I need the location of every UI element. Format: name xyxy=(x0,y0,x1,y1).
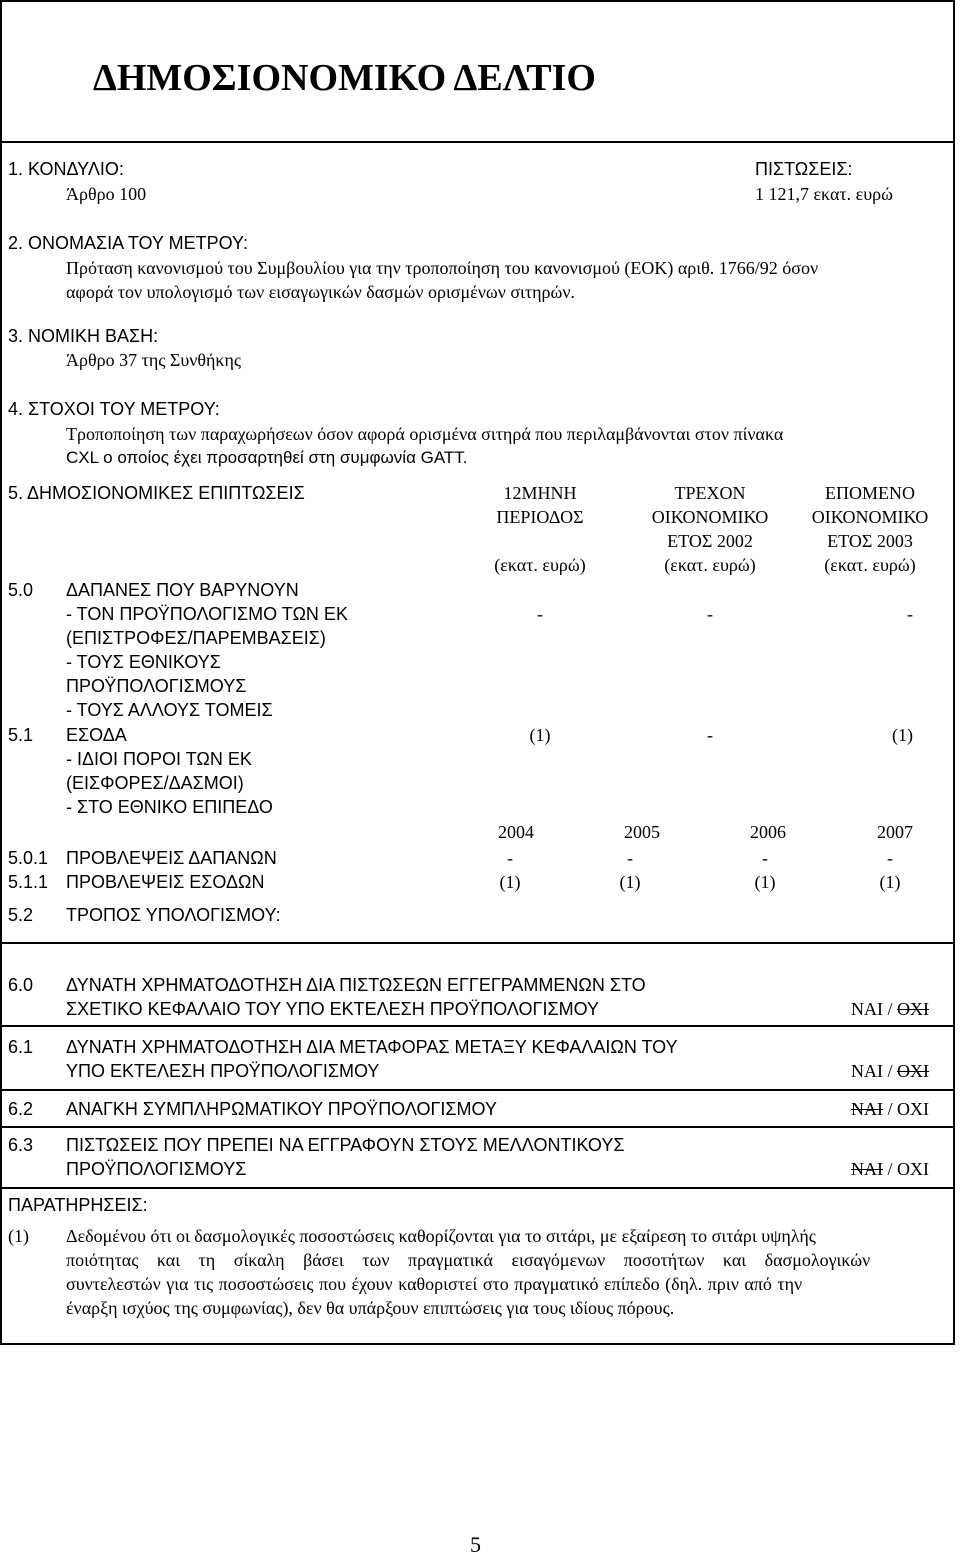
year-2007: 2007 xyxy=(877,822,913,842)
answer-separator: / xyxy=(883,1159,898,1179)
row-5-1-1-value-2007: (1) xyxy=(879,872,901,892)
answer-yes-struck: ΝΑΙ xyxy=(851,1159,883,1179)
note-1-line2: ποιότητας και τη σίκαλη βάσει των πραγματικά εισαγόμενων ποσοτήτων και δασμολογικών xyxy=(66,1250,871,1270)
measure-name-label: 2. ΟΝΟΜΑΣΙΑ ΤΟΥ ΜΕΤΡΟΥ: xyxy=(8,233,249,253)
notes-label: ΠΑΡΑΤΗΡΗΣΕΙΣ: xyxy=(8,1195,148,1215)
separator-6-3 xyxy=(0,1126,955,1128)
objectives-line2: CXL ο οποίος έχει προσαρτηθεί στη συμφωνία GATT. xyxy=(66,448,468,467)
row-5-0-1-number: 5.0.1 xyxy=(8,848,49,868)
answer-no: ΟΧΙ xyxy=(897,1159,930,1179)
measure-name-line1: Πρόταση κανονισμού του Συμβουλίου για την τροποποίηση του κανονισμού (ΕΟΚ) αριθ. 1766/92 όσον xyxy=(66,258,819,278)
legal-basis-text: Άρθρο 37 της Συνθήκης xyxy=(66,350,242,370)
answer-no-struck: ΟΧΙ xyxy=(897,999,930,1019)
row-6-1-number: 6.1 xyxy=(8,1037,34,1057)
row-5-0-1-value-2005: - xyxy=(627,848,633,868)
row-5-1-1-number: 5.1.1 xyxy=(8,872,49,892)
separator-notes xyxy=(0,1187,955,1189)
row-5-1-number: 5.1 xyxy=(8,725,34,745)
separator-6-1 xyxy=(0,1025,955,1027)
row-6-0-line2: ΣΧΕΤΙΚΟ ΚΕΦΑΛΑΙΟ ΤΟΥ ΥΠΟ ΕΚΤΕΛΕΣΗ ΠΡΟΫΠΟΛΟΓΙΣΜΟΥ xyxy=(66,999,599,1019)
page-title: ΔΗΜΟΣΙΟΝΟΜΙΚΟ ΔΕΛΤΙΟ xyxy=(93,57,596,99)
row-6-0-line1: ΔΥΝΑΤΗ ΧΡΗΜΑΤΟΔΟΤΗΣΗ ΔΙΑ ΠΙΣΤΩΣΕΩΝ ΕΓΓΕΓΡΑΜΜΕΝΩΝ ΣΤΟ xyxy=(66,975,646,995)
financial-impact-label: 5. ΔΗΜΟΣΙΟΝΟΜΙΚΕΣ ΕΠΙΠΤΩΣΕΙΣ xyxy=(8,483,305,503)
row-5-0-1-label: ΠΡΟΒΛΕΨΕΙΣ ΔΑΠΑΝΩΝ xyxy=(66,848,277,868)
objectives-line1: Τροποποίηση των παραχωρήσεων όσον αφορά ορισμένα σιτηρά που περιλαμβάνονται στον πίνακα xyxy=(66,424,784,444)
answer-yes: ΝΑΙ xyxy=(851,999,883,1019)
answer-separator: / xyxy=(883,1099,898,1119)
page-number: 5 xyxy=(470,1532,481,1557)
note-1-number: (1) xyxy=(8,1226,29,1246)
year-2005: 2005 xyxy=(624,822,660,842)
row-6-0-answer xyxy=(851,997,929,1021)
row-6-3-line1: ΠΙΣΤΩΣΕΙΣ ΠΟΥ ΠΡΕΠΕΙ ΝΑ ΕΓΓΡΑΦΟΥΝ ΣΤΟΥΣ ΜΕΛΛΟΝΤΙΚΟΥΣ xyxy=(66,1135,625,1155)
separator-6-2 xyxy=(0,1089,955,1091)
answer-no-struck: ΟΧΙ xyxy=(897,1061,930,1081)
credits-value: 1 121,7 εκατ. ευρώ xyxy=(755,184,893,204)
separator-section6 xyxy=(0,942,955,944)
budget-line-label: 1. ΚΟΝΔΥΛΙΟ: xyxy=(8,159,124,179)
row-5-0-1-value-2006: - xyxy=(762,848,768,868)
note-1-line1: Δεδομένου ότι οι δασμολογικές ποσοστώσεις καθορίζονται για το σιτάρι, με εξαίρεση το σιτάρι υψηλής xyxy=(66,1226,816,1246)
row-5-0-1-value-2004: - xyxy=(507,848,513,868)
row-5-2-label: ΤΡΟΠΟΣ ΥΠΟΛΟΓΙΣΜΟΥ: xyxy=(66,905,281,925)
row-5-1-value-next: (1) xyxy=(892,725,913,745)
row-6-0-number: 6.0 xyxy=(8,975,34,995)
row-5-1-1-label: ΠΡΟΒΛΕΨΕΙΣ ΕΣΟΔΩΝ xyxy=(66,872,265,892)
answer-yes: ΝΑΙ xyxy=(851,1061,883,1081)
row-5-1-1-value-2005: (1) xyxy=(619,872,641,892)
answer-no: ΟΧΙ xyxy=(897,1099,930,1119)
separator-title xyxy=(0,141,955,143)
row-6-2-line1: ΑΝΑΓΚΗ ΣΥΜΠΛΗΡΩΜΑΤΙΚΟΥ ΠΡΟΫΠΟΛΟΓΙΣΜΟΥ xyxy=(66,1099,497,1119)
row-6-2-number: 6.2 xyxy=(8,1099,34,1119)
row-6-1-line1: ΔΥΝΑΤΗ ΧΡΗΜΑΤΟΔΟΤΗΣΗ ΔΙΑ ΜΕΤΑΦΟΡΑΣ ΜΕΤΑΞΥ ΚΕΦΑΛΑΙΩΝ ΤΟΥ xyxy=(66,1037,678,1057)
answer-separator: / xyxy=(883,1061,898,1081)
objectives-label: 4. ΣΤΟΧΟΙ ΤΟΥ ΜΕΤΡΟΥ: xyxy=(8,399,220,419)
row-6-3-line2: ΠΡΟΫΠΟΛΟΓΙΣΜΟΥΣ xyxy=(66,1159,247,1179)
year-2004: 2004 xyxy=(498,822,534,842)
row-5-0-value-12month: - xyxy=(537,604,543,624)
row-6-3-number: 6.3 xyxy=(8,1135,34,1155)
row-5-1-value-current: - xyxy=(707,725,713,745)
answer-separator: / xyxy=(883,999,898,1019)
row-6-3-answer xyxy=(851,1157,929,1181)
row-5-1-value-12month: (1) xyxy=(529,725,551,745)
answer-yes-struck: ΝΑΙ xyxy=(851,1099,883,1119)
row-5-0-value-next: - xyxy=(907,604,913,624)
row-5-0-value-current: - xyxy=(707,604,713,624)
row-6-1-line2: ΥΠΟ ΕΚΤΕΛΕΣΗ ΠΡΟΫΠΟΛΟΓΙΣΜΟΥ xyxy=(66,1061,380,1081)
row-6-1-answer xyxy=(851,1059,929,1083)
row-5-1-1-value-2004: (1) xyxy=(499,872,521,892)
legal-basis-label: 3. ΝΟΜΙΚΗ ΒΑΣΗ: xyxy=(8,326,159,346)
measure-name-line2: αφορά τον υπολογισμό των εισαγωγικών δασμών ορισμένων σιτηρών. xyxy=(66,282,576,302)
credits-label: ΠΙΣΤΩΣΕΙΣ: xyxy=(755,159,853,179)
row-5-0-number: 5.0 xyxy=(8,580,34,600)
year-2006: 2006 xyxy=(750,822,786,842)
row-5-1-1-value-2006: (1) xyxy=(754,872,776,892)
note-1-line3: συντελεστών για τις ποσοστώσεις που έχουν καθοριστεί στο πραγματικό επίπεδο (δηλ. πριν από την xyxy=(66,1274,803,1294)
row-5-0-1-value-2007: - xyxy=(887,848,893,868)
row-5-2-number: 5.2 xyxy=(8,905,34,925)
budget-line-article: Άρθρο 100 xyxy=(66,184,147,204)
note-1-line4: έναρξη ισχύος της συμφωνίας), δεν θα υπάρξουν επιπτώσεις για τους ιδίους πόρους. xyxy=(66,1298,675,1318)
row-6-2-answer xyxy=(851,1097,929,1121)
